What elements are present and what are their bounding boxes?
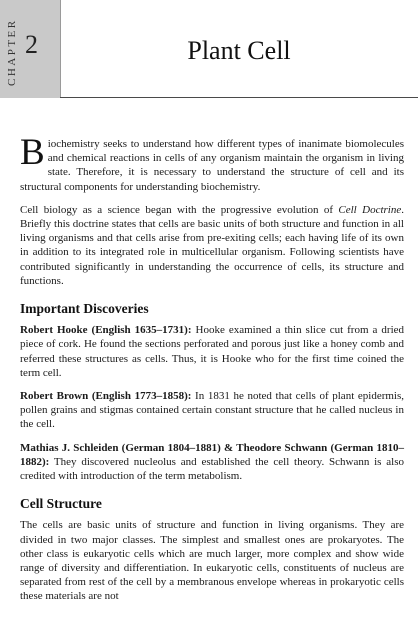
cell-doctrine-term: Cell Doctrine <box>338 203 402 216</box>
chapter-title: Plant Cell <box>187 36 291 65</box>
discovery-item-schleiden-schwann <box>20 441 404 484</box>
cell-structure-heading: Cell Structure <box>20 496 102 512</box>
chapter-label: CHAPTER <box>6 18 18 86</box>
discovery-item-brown <box>20 389 404 432</box>
discovery-name: Robert Brown (English 1773–1858): <box>20 390 192 403</box>
discovery-text: They discovered nucleolus and established the cell theory. Schwann is also credited with introduction of the term metabolism. <box>20 455 404 483</box>
discoveries-heading: Important Discoveries <box>20 301 149 317</box>
para2-after: . Briefly this doctrine states that cells are basic units of both structure and function in all living organisms and that cells arise from pre-exiting cells; each having life of its own in addition to its integrated role in multicellular organism. Following scientists have contributed significantly in understanding the occurrence of cells, its structure and functions. <box>20 203 404 287</box>
para2-before: Cell biology as a science began with the progressive evolution of <box>20 203 339 216</box>
title-divider <box>60 97 418 98</box>
discovery-name: Robert Hooke (English 1635–1731): <box>20 324 192 337</box>
chapter-number: 2 <box>25 30 38 59</box>
page-body <box>20 132 405 613</box>
drop-cap: B <box>20 132 45 173</box>
discovery-item-hooke <box>20 323 404 380</box>
discovery-text: In 1831 he noted that cells of plant epidermis, pollen grains and stigmas contained certain constant structure that he called nucleus in the cell. <box>20 390 405 431</box>
discovery-text: Hooke examined a thin slice cut from a dried piece of cork. He found the sections perforated and porous just like a honey comb and referred these structures as cells. Thus, it is Hooke who for the first time coined the term cell. <box>20 324 405 379</box>
intro-text: iochemistry seeks to understand how different types of inanimate biomolecules and chemical reactions in cells of any organism maintain the organism in living state. Therefore, it is necessary to understand the structure of cell and its structural components for understanding biochemistry. <box>20 138 404 193</box>
cell-structure-paragraph: The cells are basic units of structure and function in living organisms. They are divided in two major classes. The simplest and smallest ones are prokaryotes. The other class is eukaryotic cells which are much larger, more complex and show wide range of diversity and differentiation. In eukaryotic cells, constituents of nucleus are separated from rest of the cell by a membranous envelope whereas in prokaryotic cells these materials are not <box>20 519 404 603</box>
discovery-name: Mathias J. Schleiden (German 1804–1881) & Theodore Schwann (German 1810–1882): <box>20 441 404 468</box>
intro-paragraph <box>20 132 404 194</box>
cell-doctrine-paragraph <box>20 203 404 288</box>
chapter-tab <box>0 0 61 98</box>
